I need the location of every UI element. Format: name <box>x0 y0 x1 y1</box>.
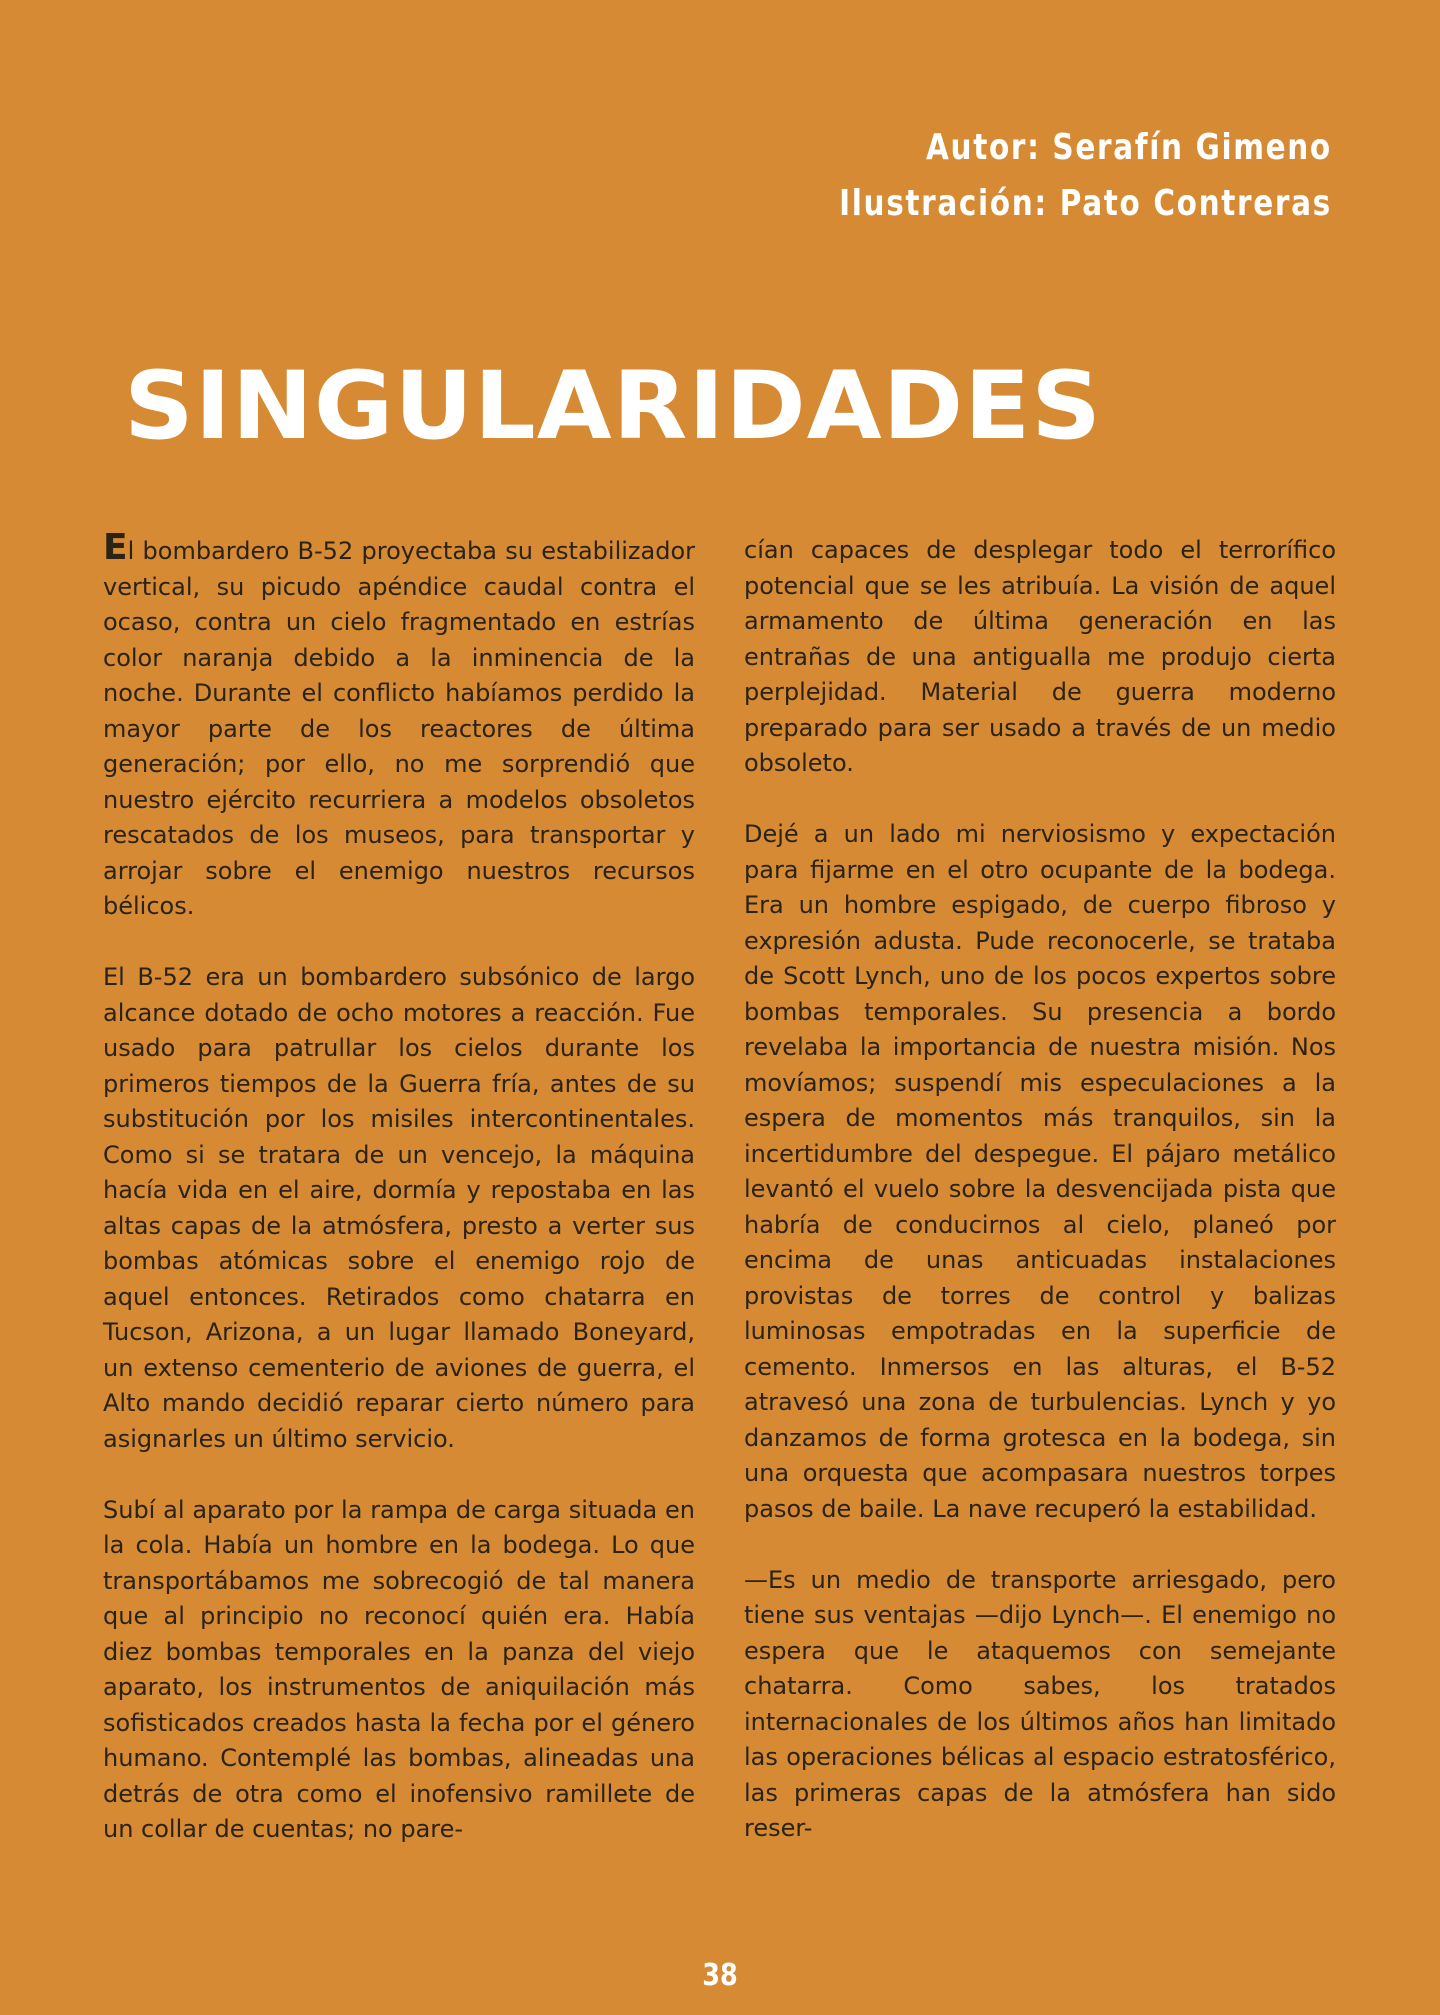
paragraph-4: cían capaces de desplegar todo el terrorífico potencial que se les atribuía. La visión de aquel armamento de última generación en las entrañas de una antigualla me produjo cierta perplejidad. Material de guerra moderno preparado para ser usado a través de un medio obsoleto. <box>744 536 1336 777</box>
paragraph-6: —Es un medio de transporte arriesgado, pero tiene sus ventajas —dijo Lynch—. El enemigo no espera que le ataquemos con semejante chatarra. Como sabes, los tratados internacionales de los últimos años han limitado las operaciones bélicas al espacio estratosférico, las primeras capas de la atmósfera han sido reser- <box>744 1565 1336 1842</box>
paragraph-3: Subí al aparato por la rampa de carga situada en la cola. Había un hombre en la bodega. Lo que transportábamos me sobrecogió de tal manera que al principio no reconocí quién era. Había diez bombas temporales en la panza del viejo aparato, los instrumentos de aniquilación más sofisticados creados hasta la fecha por el género humano. Contemplé las bombas, alineadas una detrás de otra como el inofensivo ramillete de un collar de cuentas; no pare- <box>103 1495 695 1843</box>
illustration-credit: Ilustración: Pato Contreras <box>839 183 1332 224</box>
left-column <box>103 527 695 1883</box>
credits <box>839 120 1332 232</box>
paragraph-1 <box>103 527 695 925</box>
author-credit: Autor: Serafín Gimeno <box>926 127 1332 168</box>
article-title: SINGULARIDADES <box>124 352 1103 461</box>
paragraph-5: Dejé a un lado mi nerviosismo y expectación para fijarme en el otro ocupante de la bodega. Era un hombre espigado, de cuerpo fibroso y expresión adusta. Pude reconocerle, se trataba de Scott Lynch, uno de los pocos expertos sobre bombas temporales. Su presencia a bordo revelaba la importancia de nuestra misión. Nos movíamos; suspendí mis especulaciones a la espera de momentos más tranquilos, sin la incertidumbre del despegue. El pájaro metálico levantó el vuelo sobre la desvencijada pista que habría de conducirnos al cielo, planeó por encima de unas anticuadas instalaciones provistas de torres de control y balizas luminosas empotradas en la superficie de cemento. Inmersos en las alturas, el B-52 atravesó una zona de turbulencias. Lynch y yo danzamos de forma grotesca en la bodega, sin una orquesta que acompasara nuestros torpes pasos de baile. La nave recuperó la estabilidad. <box>744 820 1336 1523</box>
paragraph-1-text: l bombardero B-52 proyectaba su estabilizador vertical, su picudo apéndice caudal contra el ocaso, contra un cielo fragmentado en estrías color naranja debido a la inminencia de la noche. Durante el conflicto habíamos perdido la mayor parte de los reactores de última generación; por ello, no me sorprendió que nuestro ejército recurriera a modelos obsoletos rescatados de los museos, para transportar y arrojar sobre el enemigo nuestros recursos bélicos. <box>103 537 695 920</box>
paragraph-2: El B-52 era un bombardero subsónico de largo alcance dotado de ocho motores a reacción. Fue usado para patrullar los cielos durante los primeros tiempos de la Guerra fría, antes de su substitución por los misiles intercontinentales. Como si se tratara de un vencejo, la máquina hacía vida en el aire, dormía y repostaba en las altas capas de la atmósfera, presto a verter sus bombas atómicas sobre el enemigo rojo de aquel entonces. Retirados como chatarra en Tucson, Arizona, a un lugar llamado Boneyard, un extenso cementerio de aviones de guerra, el Alto mando decidió reparar cierto número para asignarles un último servicio. <box>103 963 695 1453</box>
page-number: 38 <box>702 1958 738 1993</box>
right-column <box>744 533 1336 1882</box>
drop-cap: E <box>103 527 128 568</box>
